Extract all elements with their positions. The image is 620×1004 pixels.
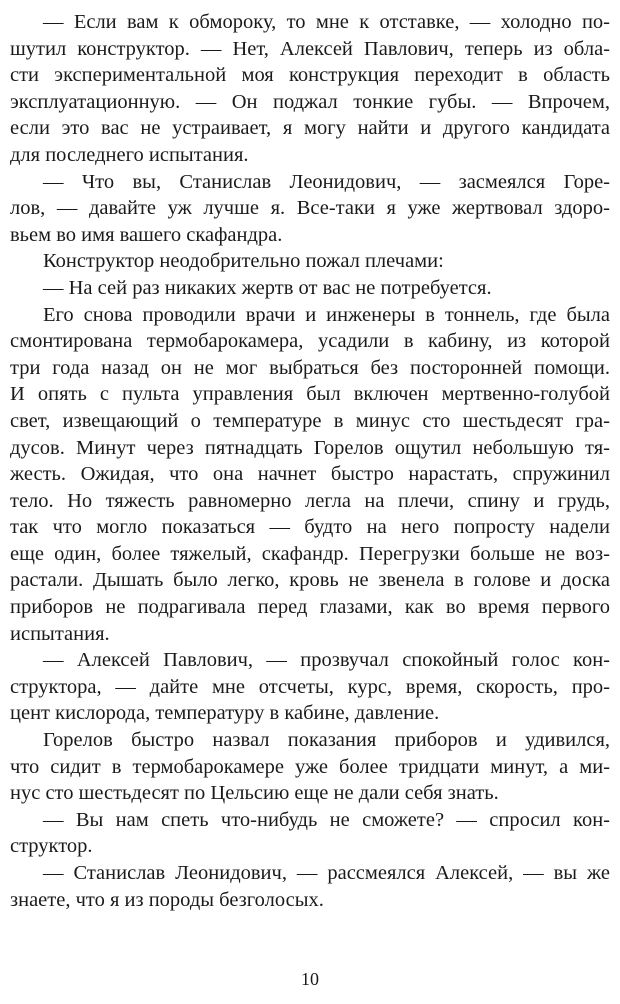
text-line: нус сто шестьдесят по Цельсию еще не дали себя знать.: [10, 782, 499, 805]
text-line: эксплуатационную. — Он поджал тонкие губы. — Впрочем,: [10, 90, 610, 113]
text-line: структор.: [10, 835, 93, 858]
paragraph: [10, 248, 610, 275]
text-line: цент кислорода, температуру в кабине, давление.: [10, 702, 440, 725]
page-number: 10: [301, 969, 319, 989]
book-page-text: [10, 9, 610, 913]
text-line: Горелов быстро назвал показания приборов и удивился,: [43, 729, 610, 752]
paragraph: [10, 647, 610, 727]
text-line: свет, извещающий о температуре в минус сто шестьдесят гра-: [10, 409, 610, 432]
paragraph: [10, 860, 610, 913]
text-line: растали. Дышать было легко, кровь не звенела в голове и доска: [10, 569, 610, 592]
text-line: — На сей раз никаких жертв от вас не потребуется.: [43, 276, 492, 299]
text-line: сти экспериментальной моя конструкция переходит в область: [10, 64, 610, 87]
text-line: тело. Но тяжесть равномерно легла на плечи, спину и грудь,: [10, 489, 610, 512]
text-line: так что могло показаться — будто на него попросту надели: [10, 516, 610, 539]
text-line: лов, — давайте уж лучше я. Все-таки я уже жертвовал здоро-: [10, 197, 610, 220]
text-line: еще один, более тяжелый, скафандр. Перегрузки больше не воз-: [10, 542, 610, 565]
text-line: вьем во имя вашего скафандра.: [10, 223, 283, 246]
text-line: для последнего испытания.: [10, 143, 249, 166]
text-line: знаете, что я из породы безголосых.: [10, 888, 324, 911]
text-line: — Что вы, Станислав Леонидович, — засмеялся Горе-: [43, 170, 610, 193]
text-line: приборов не подрагивала перед глазами, как во время первого: [10, 596, 610, 619]
text-line: Его снова проводили врачи и инженеры в тоннель, где была: [43, 303, 610, 326]
text-line: смонтирована термобарокамера, усадили в кабину, из которой: [10, 330, 610, 353]
text-line: — Вы нам спеть что-нибудь не сможете? — спросил кон-: [43, 808, 610, 831]
text-line: если это вас не устраивает, я могу найти и другого кандидата: [10, 117, 610, 140]
text-line: И опять с пульта управления был включен мертвенно-голубой: [10, 383, 610, 406]
text-line: дусов. Минут через пятнадцать Горелов ощутил небольшую тя-: [10, 436, 610, 459]
text-line: три года назад он не мог выбраться без посторонней помощи.: [10, 356, 610, 379]
text-line: — Станислав Леонидович, — рассмеялся Алексей, — вы же: [43, 862, 610, 884]
text-line: структора, — дайте мне отсчеты, курс, время, скорость, про-: [10, 675, 610, 698]
paragraph: [10, 807, 610, 860]
paragraph: [10, 169, 610, 249]
paragraph: [10, 9, 610, 169]
paragraph: [10, 727, 610, 807]
text-line: что сидит в термобарокамере уже более тридцати минут, а ми-: [10, 755, 610, 778]
text-line: Конструктор неодобрительно пожал плечами:: [43, 250, 444, 273]
paragraph: [10, 275, 610, 302]
text-line: шутил конструктор. — Нет, Алексей Павлович, теперь из обла-: [10, 37, 610, 60]
text-line: жесть. Ожидая, что она начнет быстро нарастать, спружинил: [10, 463, 610, 486]
text-line: испытания.: [10, 622, 110, 645]
text-line: — Если вам к обмороку, то мне к отставке, — холодно по-: [43, 11, 610, 33]
paragraph: [10, 302, 610, 648]
text-line: — Алексей Павлович, — прозвучал спокойный голос кон-: [43, 649, 610, 672]
